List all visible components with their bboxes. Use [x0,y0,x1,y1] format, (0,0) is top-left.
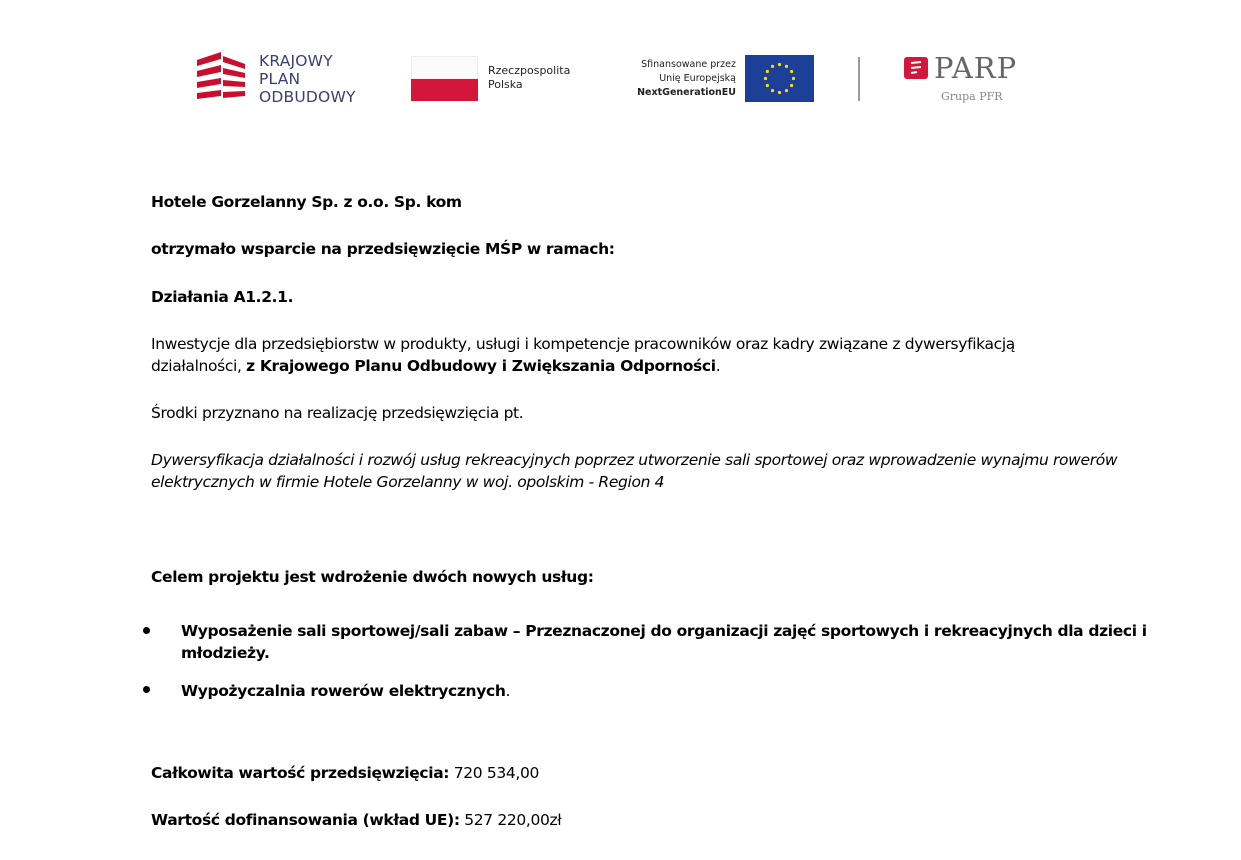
logo-divider [858,57,860,101]
investment-prefix: działalności, [151,357,247,375]
polish-flag-icon [411,56,478,101]
investment-line-1: Inwestycje dla przedsiębiorstw w produkty, usługi i kompetencje pracowników oraz kadry związane z dywersyfikacją [151,335,1015,353]
bullet-icon [143,627,150,634]
parp-subtitle: Grupa PFR [941,90,1003,103]
kpo-logo-text [259,52,356,106]
bullet-icon [143,686,150,693]
eu-flag-icon [745,55,814,102]
eu-star-icon [785,89,788,92]
eu-star-icon [792,77,795,80]
support-line: otrzymało wsparcie na przedsięwzięcie MŚP w ramach: [151,240,615,258]
kpo-line-1: KRAJOWY [259,52,333,70]
eu-star-icon [778,63,781,66]
cofinancing-label: Wartość dofinansowania (wkład UE): [151,811,460,829]
kpo-line-2: PLAN [259,70,301,88]
eu-star-icon [766,70,769,73]
eu-star-icon [785,65,788,68]
rp-line-2: Polska [488,78,523,91]
service-1-line-1: Wyposażenie sali sportowej/sali zabaw – Przeznaczonej do organizacji zajęć sportowych i rekreacyjnych dla dzieci i [181,622,1147,640]
eu-star-icon [764,77,767,80]
logo-bar [0,0,1241,140]
cofinancing-value: 527 220,00zł [459,811,562,829]
funds-line: Środki przyznano na realizację przedsięwzięcia pt. [151,404,524,422]
project-title-line-1: Dywersyfikacja działalności i rozwój usług rekreacyjnych poprzez utworzenie sali sportowej oraz wprowadzenie wynajmu rowerów [151,451,1118,469]
eu-star-icon [790,84,793,87]
eu-star-icon [766,84,769,87]
eu-line-2: Unię Europejską [659,73,736,84]
kpo-logo [195,50,356,110]
eu-star-icon [771,89,774,92]
eu-star-icon [790,70,793,73]
parp-logo-text: PARP [934,51,1018,85]
eu-star-icon [778,91,781,94]
eu-logo-text [637,58,736,100]
investment-suffix: . [715,357,721,375]
total-value-label: Całkowita wartość przedsięwzięcia: [151,764,450,782]
service-2-label: Wypożyczalnia rowerów elektrycznych [181,682,506,700]
total-value: 720 534,00 [449,764,539,782]
company-name: Hotele Gorzelanny Sp. z o.o. Sp. kom [151,193,462,211]
service-2-suffix: . [505,682,511,700]
total-value-row [151,762,539,784]
investment-line-2 [151,355,720,377]
kpo-building-icon [195,50,247,106]
eu-line-1: Sfinansowane przez [641,59,736,70]
investment-program: z Krajowego Planu Odbudowy i Zwiększania Odporności [246,357,716,375]
rp-logo-text [488,64,570,92]
parp-icon [904,57,928,79]
cofinancing-row [151,809,561,831]
eu-line-3: NextGenerationEU [637,87,736,98]
action-name: Działania A1.2.1. [151,288,294,306]
rp-line-1: Rzeczpospolita [488,64,571,77]
project-title-line-2: elektrycznych w firmie Hotele Gorzelanny w woj. opolskim - Region 4 [151,473,665,491]
kpo-line-3: ODBUDOWY [259,88,356,106]
service-1-line-2: młodzieży. [181,644,270,662]
eu-star-icon [771,65,774,68]
service-2 [181,680,510,702]
goal-heading: Celem projektu jest wdrożenie dwóch nowych usług: [151,568,594,586]
